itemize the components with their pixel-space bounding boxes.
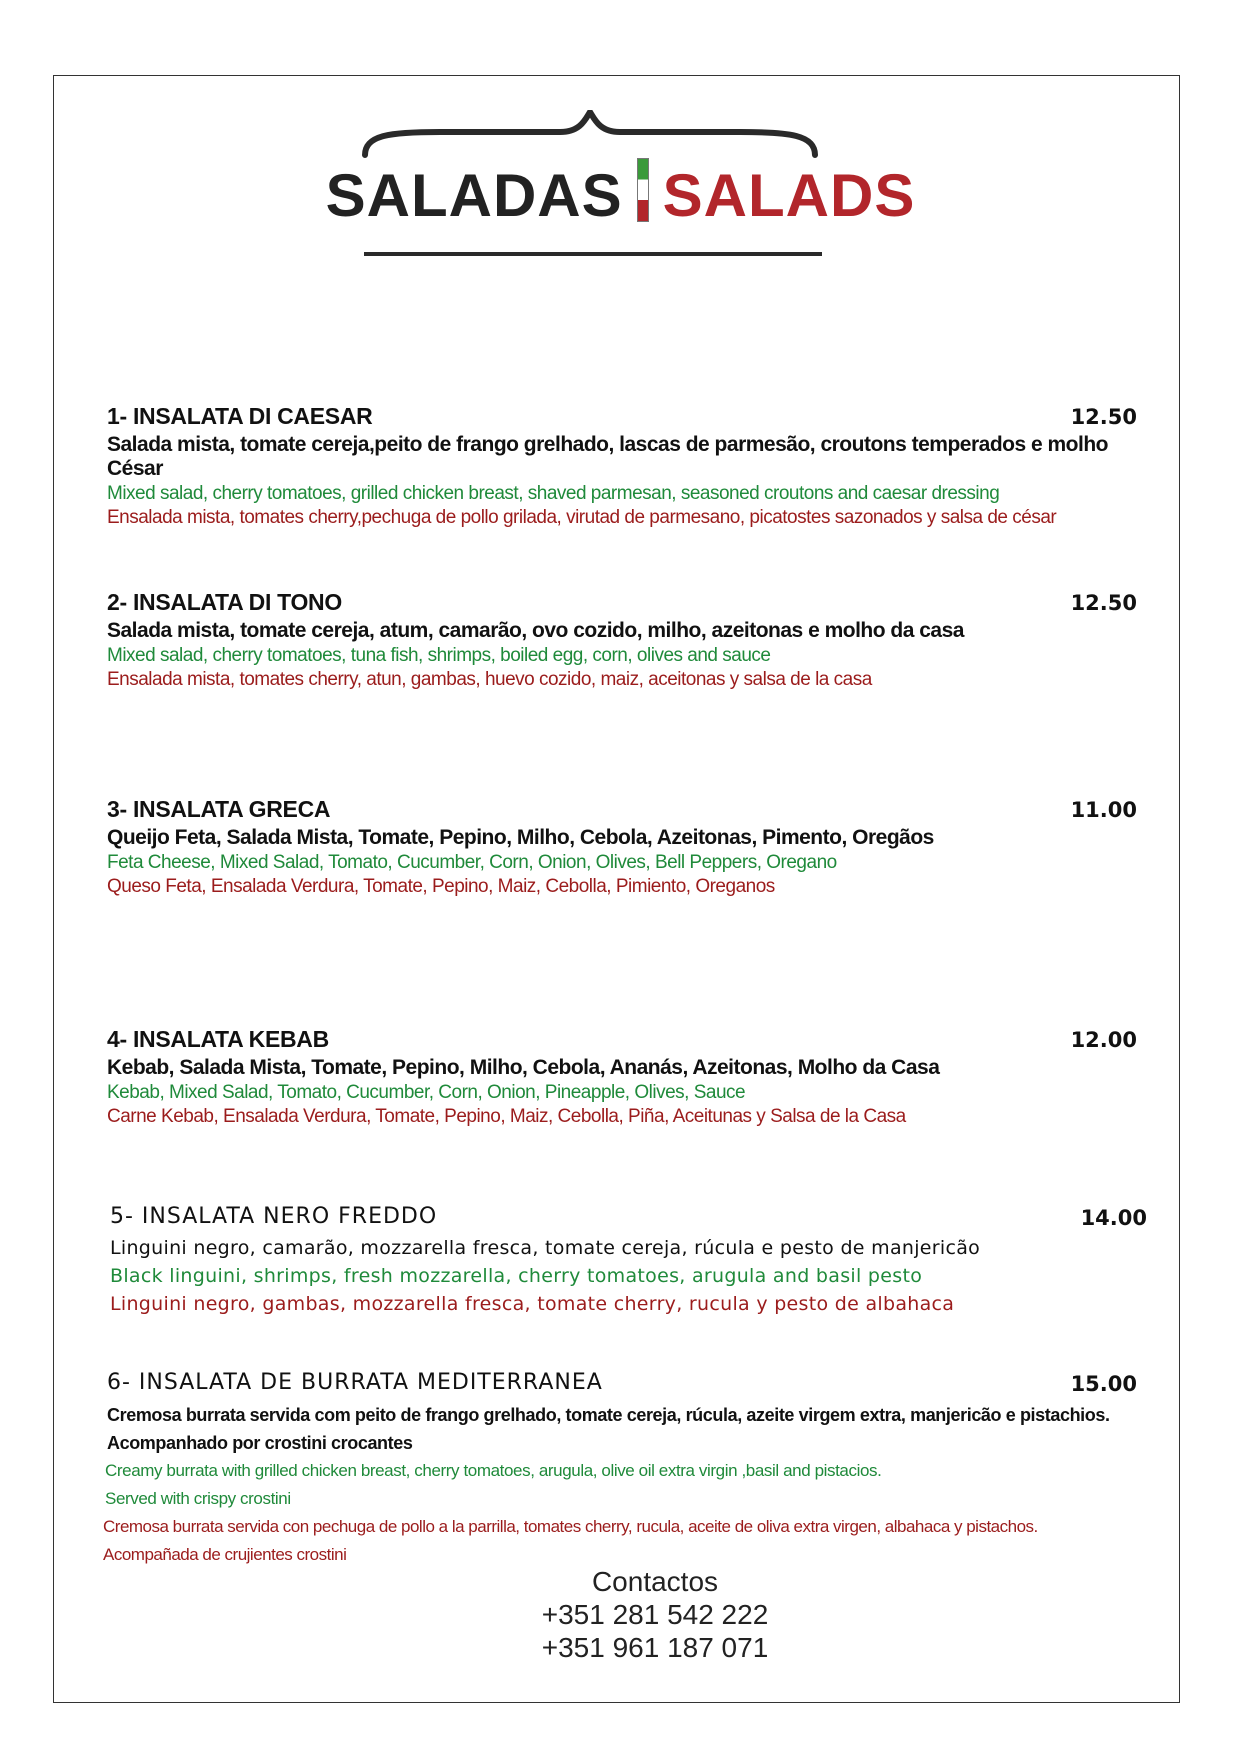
item-description-es bbox=[103, 1513, 1137, 1569]
curly-brace-icon bbox=[360, 110, 820, 160]
phone-number[interactable]: +351 961 187 071 bbox=[541, 1632, 769, 1663]
item-description-pt: Salada mista, tomate cereja,peito de frango grelhado, lascas de parmesão, croutons temperados e molho César bbox=[107, 433, 1108, 480]
item-description-es-line2: Acompañada de crujientes crostini bbox=[103, 1545, 347, 1564]
item-description-es-line1: Cremosa burrata servida con pechuga de pollo a la parrilla, tomates cherry, rucula, aceite de oliva extra virgen, albahaca y pistachos. bbox=[103, 1517, 1038, 1536]
contacts-title: Contactos bbox=[591, 1566, 719, 1597]
item-description-pt: Queijo Feta, Salada Mista, Tomate, Pepino, Milho, Cebola, Azeitonas, Pimento, Oregãos bbox=[107, 826, 934, 849]
item-name: 2- INSALATA DI TONO bbox=[107, 589, 342, 615]
item-name: 1- INSALATA DI CAESAR bbox=[107, 403, 373, 429]
item-name: 6- INSALATA DE BURRATA MEDITERRANEA bbox=[107, 1370, 603, 1395]
flag-divider bbox=[637, 158, 649, 222]
menu-item bbox=[103, 1370, 1137, 1569]
title-en: SALADS bbox=[662, 162, 916, 229]
item-price: 11.00 bbox=[1070, 798, 1137, 822]
item-description-en: Mixed salad, cherry tomatoes, tuna fish, shrimps, boiled egg, corn, olives and sauce bbox=[107, 645, 771, 666]
item-name: 4- INSALATA KEBAB bbox=[107, 1026, 329, 1052]
item-description-es: Ensalada mista, tomates cherry,pechuga de pollo grilada, virutad de parmesano, picatostes sazonados y salsa de césar bbox=[107, 507, 1057, 528]
item-name: 5- INSALATA NERO FREDDO bbox=[110, 1204, 438, 1229]
item-description-en-line2: Served with crispy crostini bbox=[105, 1489, 291, 1508]
menu-header bbox=[0, 110, 1241, 270]
item-price: 12.50 bbox=[1070, 591, 1137, 615]
item-description-pt: Kebab, Salada Mista, Tomate, Pepino, Milho, Cebola, Ananás, Azeitonas, Molho da Casa bbox=[107, 1056, 940, 1079]
item-description-pt-line1: Cremosa burrata servida com peito de frango grelhado, tomate cereja, rúcula, azeite virgem extra, manjericão e pistachios. bbox=[107, 1405, 1110, 1425]
item-description-en: Kebab, Mixed Salad, Tomato, Cucumber, Corn, Onion, Pineapple, Olives, Sauce bbox=[107, 1082, 746, 1103]
phone-number[interactable]: +351 281 542 222 bbox=[541, 1599, 769, 1630]
item-price: 15.00 bbox=[1070, 1372, 1137, 1396]
item-description-es: Linguini negro, gambas, mozzarella fresca, tomate cherry, rucula y pesto de albahaca bbox=[110, 1293, 955, 1315]
item-description-es: Carne Kebab, Ensalada Verdura, Tomate, Pepino, Maiz, Cebolla, Piña, Aceitunas y Salsa de la Casa bbox=[107, 1106, 906, 1127]
item-name: 3- INSALATA GRECA bbox=[107, 796, 331, 822]
contacts-block bbox=[480, 1565, 830, 1664]
item-description-en: Black linguini, shrimps, fresh mozzarella, cherry tomatoes, arugula and basil pesto bbox=[110, 1265, 923, 1287]
item-description-en: Feta Cheese, Mixed Salad, Tomato, Cucumber, Corn, Onion, Olives, Bell Peppers, Oregano bbox=[107, 852, 837, 873]
item-description-es: Ensalada mista, tomates cherry, atun, gambas, huevo cozido, maiz, aceitonas y salsa de la casa bbox=[107, 669, 872, 690]
item-description-pt bbox=[107, 1401, 1137, 1457]
item-description-en bbox=[105, 1457, 1137, 1513]
item-description-en: Mixed salad, cherry tomatoes, grilled chicken breast, shaved parmesan, seasoned croutons and caesar dressing bbox=[107, 483, 1000, 504]
menu-item bbox=[107, 589, 1137, 691]
title-pt: SALADAS bbox=[325, 162, 623, 229]
menu-item bbox=[107, 403, 1137, 529]
title-underline bbox=[364, 252, 822, 256]
menu-item bbox=[110, 1204, 1147, 1315]
menu-item bbox=[107, 796, 1137, 898]
menu-item bbox=[107, 1026, 1137, 1128]
item-price: 12.50 bbox=[1070, 405, 1137, 429]
item-description-en-line1: Creamy burrata with grilled chicken breast, cherry tomatoes, arugula, olive oil extra virgin ,basil and pistacios. bbox=[105, 1461, 882, 1480]
item-description-pt: Salada mista, tomate cereja, atum, camarão, ovo cozido, milho, azeitonas e molho da casa bbox=[107, 619, 964, 642]
item-description-pt: Linguini negro, camarão, mozzarella fresca, tomate cereja, rúcula e pesto de manjericão bbox=[110, 1237, 981, 1259]
page-title bbox=[0, 158, 1241, 229]
item-price: 14.00 bbox=[1080, 1206, 1147, 1230]
item-description-pt-line2: Acompanhado por crostini crocantes bbox=[107, 1433, 413, 1453]
item-description-es: Queso Feta, Ensalada Verdura, Tomate, Pepino, Maiz, Cebolla, Pimiento, Oreganos bbox=[107, 876, 775, 897]
item-price: 12.00 bbox=[1070, 1028, 1137, 1052]
